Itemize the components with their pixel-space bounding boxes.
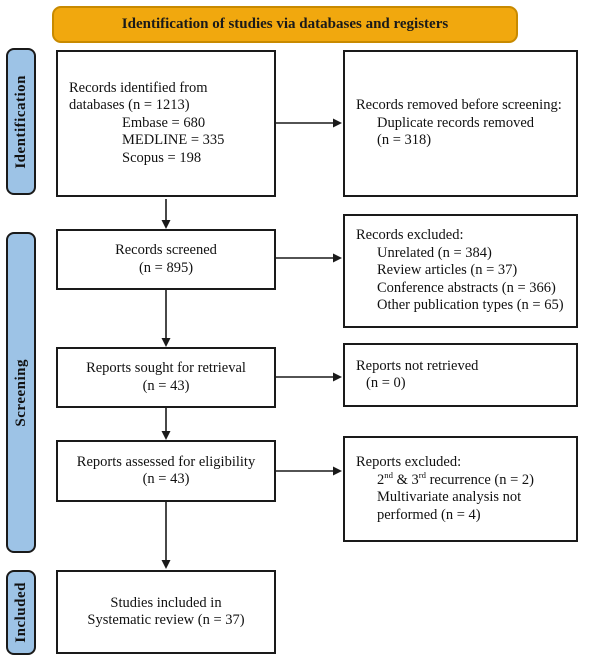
box-records-identified-item: MEDLINE = 335 bbox=[122, 132, 225, 149]
stage-label-identification-text: Identification bbox=[12, 74, 29, 169]
box-records-removed-item: Duplicate records removed bbox=[377, 114, 535, 131]
ordinal-suffix: nd bbox=[384, 469, 393, 480]
box-records-removed-line1: Records removed before screening: bbox=[356, 97, 562, 114]
box-records-screened-line2: (n = 895) bbox=[138, 259, 194, 276]
box-reports-excluded-recurrence: 2nd & 3rd recurrence (n = 2) bbox=[377, 469, 534, 488]
box-records-excluded bbox=[343, 214, 578, 328]
stage-label-screening bbox=[6, 232, 36, 553]
box-records-excluded-item: Conference abstracts (n = 366) bbox=[377, 279, 556, 296]
box-reports-not-retrieved-item: (n = 0) bbox=[366, 375, 406, 391]
arrow-screened-down bbox=[162, 290, 171, 347]
box-records-identified bbox=[56, 50, 276, 197]
box-reports-assessed-line2: (n = 43) bbox=[142, 471, 190, 487]
box-records-screened-line1: Records screened bbox=[115, 242, 217, 258]
box-reports-sought-line1: Reports sought for retrieval bbox=[86, 360, 246, 376]
stage-label-included bbox=[6, 570, 36, 655]
box-reports-sought bbox=[56, 347, 276, 408]
box-records-removed bbox=[343, 50, 578, 197]
box-reports-not-retrieved-line1: Reports not retrieved bbox=[356, 357, 479, 374]
box-reports-assessed-line1: Reports assessed for eligibility bbox=[76, 453, 256, 470]
banner-title bbox=[52, 6, 518, 43]
box-records-identified-line1: Records identified from bbox=[69, 79, 208, 96]
box-records-identified-line2: databases (n = 1213) bbox=[69, 97, 190, 114]
arrow-sought-down bbox=[162, 408, 171, 440]
box-reports-excluded bbox=[343, 436, 578, 542]
box-records-identified-item: Scopus = 198 bbox=[122, 149, 202, 166]
stage-label-included-text: Included bbox=[12, 582, 29, 643]
arrow-sought-to-not-retrieved bbox=[276, 373, 342, 382]
arrow-screened-to-excluded bbox=[276, 254, 342, 263]
box-reports-assessed bbox=[56, 440, 276, 502]
box-reports-sought-line2: (n = 43) bbox=[142, 377, 190, 394]
box-records-identified-item: Embase = 680 bbox=[122, 114, 206, 131]
arrow-assessed-down bbox=[162, 502, 171, 569]
box-records-screened bbox=[56, 229, 276, 290]
box-reports-excluded-item: performed (n = 4) bbox=[377, 506, 481, 523]
box-studies-included bbox=[56, 570, 276, 654]
box-studies-included-line1: Studies included in bbox=[110, 594, 222, 611]
box-records-removed-item: (n = 318) bbox=[377, 132, 432, 149]
box-reports-excluded-line1: Reports excluded: bbox=[356, 454, 462, 470]
box-reports-not-retrieved bbox=[343, 343, 578, 407]
arrow-identified-to-removed bbox=[276, 119, 342, 128]
box-records-excluded-item: Other publication types (n = 65) bbox=[377, 297, 564, 314]
box-records-excluded-item: Unrelated (n = 384) bbox=[377, 244, 492, 261]
stage-label-screening-text: Screening bbox=[12, 358, 29, 427]
arrow-identified-down bbox=[162, 199, 171, 229]
box-records-excluded-item: Review articles (n = 37) bbox=[377, 262, 518, 279]
box-reports-excluded-item: Multivariate analysis not bbox=[377, 489, 522, 505]
box-records-excluded-line1: Records excluded: bbox=[356, 227, 464, 244]
arrow-assessed-to-excluded bbox=[276, 467, 342, 476]
stage-label-identification bbox=[6, 48, 36, 195]
box-studies-included-line2: Systematic review (n = 37) bbox=[87, 612, 245, 628]
banner-title-text: Identification of studies via databases and registers bbox=[121, 16, 449, 32]
ordinal-suffix: rd bbox=[418, 469, 426, 480]
